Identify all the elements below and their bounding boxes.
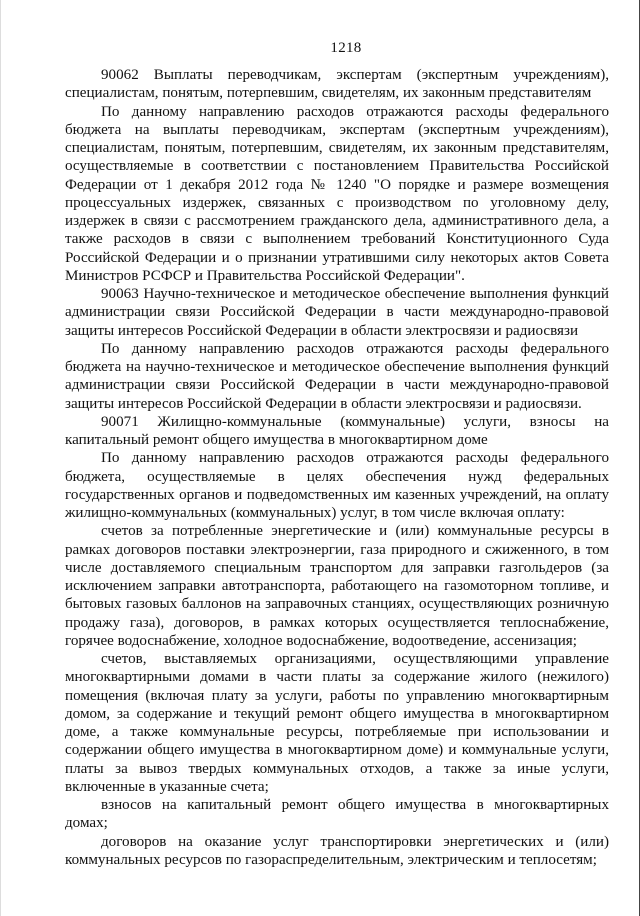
paragraph-list-item: счетов за потребленные энергетические и (или) коммунальные ресурсы в рамках договоров поставки электроэнергии, газа природного и сжиженного, в том числе доставляемого специальным транспортом для заправки газгольдеров (за исключением заправки автотранспорта, работающего на газомоторном топливе, и бытовых газовых баллонов на заправочных станциях, осуществляющих розничную продажу газа), договоров, в рамках которых осуществляется теплоснабжение, горячее водоснабжение, холодное водоснабжение, водоотведение, ассенизация; xyxy=(65,523,609,649)
paragraph-90063-heading: 90063 Научно-техническое и методическое обеспечение выполнения функций администрации связи Российской Федерации в части международно-правовой защиты интересов Российской Федерации в области электросвязи и радиосвязи xyxy=(65,286,609,339)
paragraph-90071-body: По данному направлению расходов отражаются расходы федерального бюджета, осуществляемые в целях обеспечения нужд федеральных государственных органов и подведомственных им казенных учреждений, на оплату жилищно-коммунальных (коммунальных) услуг, в том числе включая оплату: xyxy=(65,450,609,521)
paragraph-list-item: взносов на капитальный ремонт общего имущества в многоквартирных домах; xyxy=(65,797,609,832)
paragraph-90071-heading: 90071 Жилищно-коммунальные (коммунальные) услуги, взносы на капитальный ремонт общего имущества в многоквартирном доме xyxy=(65,413,609,448)
paragraph-90063-body: По данному направлению расходов отражаются расходы федерального бюджета на научно-техническое и методическое обеспечение выполнения функций администрации связи Российской Федерации в части международно-правовой защиты интересов Российской Федерации в области электросвязи и радиосвязи. xyxy=(65,340,609,412)
paragraph-90062-body: По данному направлению расходов отражаются расходы федерального бюджета на выплаты переводчикам, экспертам (экспертным учреждениям), специалистам, понятым, потерпевшим, свидетелям, их законным представителям, осуществляемые в соответствии с постановлением Правительства Российской Федерации от 1 декабря 2012 года № 1240 "О порядке и размере возмещения процессуальных издержек, связанных с производством по уголовному делу, издержек в связи с рассмотрением гражданского дела, административного дела, а также расходов в связи с выполнением требований Конституционного Суда Российской Федерации и о признании утратившими силу некоторых актов Совета Министров РСФСР и Правительства Российской Федерации". xyxy=(65,103,609,284)
page-number: 1218 xyxy=(330,40,362,56)
paragraph-list-item: счетов, выставляемых организациями, осуществляющими управление многоквартирными домами в части платы за содержание жилого (нежилого) помещения (включая плату за услуги, работы по управлению многоквартирным домом, за содержание и текущий ремонт общего имущества в многоквартирном доме, а также коммунальные ресурсы, потребляемые при использовании и содержании общего имущества в многоквартирном доме) и коммунальные услуги, платы за вывоз твердых коммунальных отходов, а также за иные услуги, включенные в указанные счета; xyxy=(65,651,609,795)
paragraph-90062-heading: 90062 Выплаты переводчикам, экспертам (экспертным учреждениям), специалистам, понятым, потерпевшим, свидетелям, их законным представителям xyxy=(65,67,609,102)
paragraph-list-item: договоров на оказание услуг транспортировки энергетических и (или) коммунальных ресурсов по газораспределительным, электрическим и теплосетям; xyxy=(65,833,609,868)
